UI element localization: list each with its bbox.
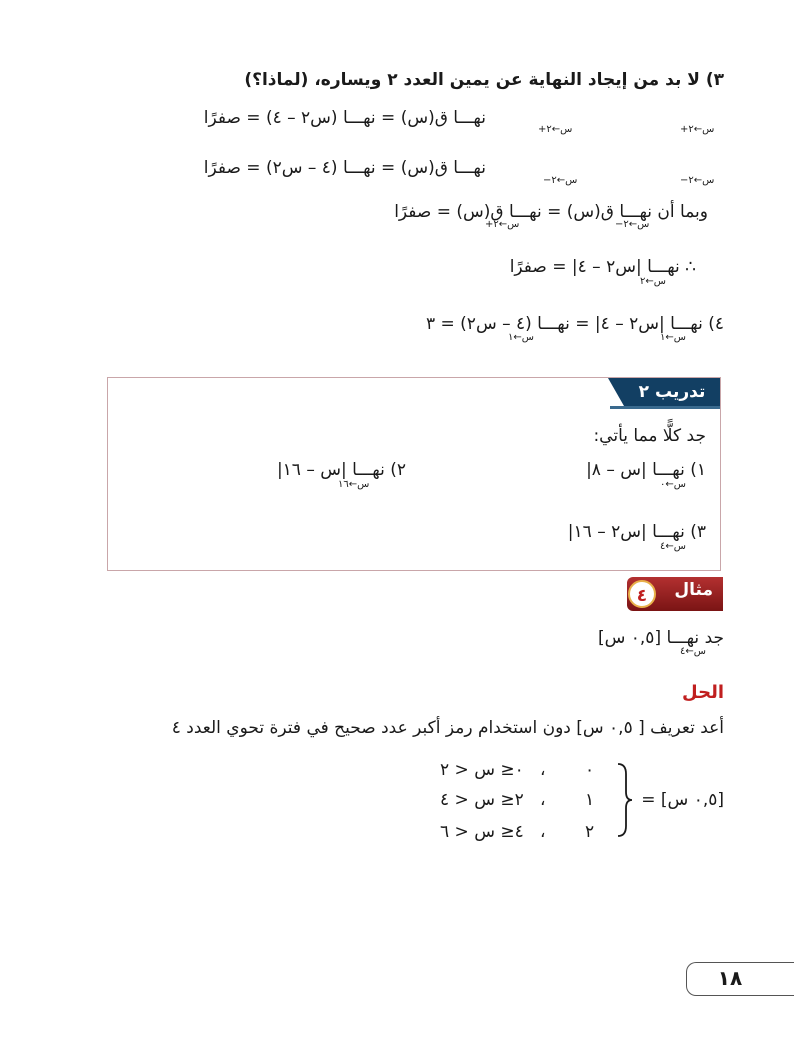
right-limit-eq: نهـــا ق(س) = نهـــا (س٢ – ٤) = صفرًا [203, 108, 486, 128]
case2-value: ١ [585, 790, 595, 810]
item4-sub1: س←١ [660, 332, 686, 343]
case2-sep: ، [540, 790, 546, 810]
exercise-q1: ١) نهـــا |س – ٨| [586, 460, 706, 480]
left-limit-sub2: س←٢− [543, 175, 578, 186]
item3-heading: ٣) لا بد من إيجاد النهاية عن يمين العدد ٢ ويساره، (لماذا؟) [244, 70, 724, 90]
example-label: مثال [674, 580, 713, 600]
case1-value: ٠ [585, 760, 595, 780]
solution-intro: أعد تعريف [ ٠,٥ س] دون استخدام رمز أكبر عدد صحيح في فترة تحوي العدد ٤ [171, 718, 724, 738]
case1-condition: ٠≤ س < ٢ [440, 760, 524, 780]
case3-condition: ٤≤ س < ٦ [440, 822, 524, 842]
exercise-tab: تدريب ٢ [624, 378, 720, 406]
exercise-q3-sub: س←٤ [660, 541, 686, 552]
example-number: ٤ [628, 580, 656, 608]
exercise-q1-sub: س←٠ [660, 479, 686, 490]
case2-condition: ٢≤ س < ٤ [440, 790, 524, 810]
therefore-eq: ∴ نهـــا |س٢ – ٤| = صفرًا [509, 257, 696, 277]
case3-value: ٢ [585, 822, 595, 842]
since-sub2: س←٢+ [485, 219, 520, 230]
solution-heading: الحل [682, 682, 724, 703]
example-question: جد نهـــا [٠,٥ س] [597, 628, 724, 648]
item4-sub2: س←١ [508, 332, 534, 343]
solution-lhs: [٠,٥ س] = [641, 790, 724, 810]
since-eq: وبما أن نهـــا ق(س) = نهـــا ق(س) = صفرًا [394, 202, 708, 222]
exercise-q3: ٣) نهـــا |س٢ – ١٦| [567, 522, 706, 542]
exercise-instruction: جد كلًّا مما يأتي: [593, 426, 706, 446]
case1-sep: ، [540, 760, 546, 780]
item4-eq: ٤) نهـــا |س٢ – ٤| = نهـــا (٤ – س٢) = ٣ [425, 314, 724, 334]
right-limit-sub2: س←٢+ [538, 124, 573, 135]
case3-sep: ، [540, 822, 546, 842]
exercise-tab-underline [610, 406, 720, 409]
left-limit-eq: نهـــا ق(س) = نهـــا (٤ – س٢) = صفرًا [203, 158, 486, 178]
therefore-sub: س←٢ [640, 276, 666, 287]
exercise-tab-tail [608, 378, 624, 406]
exercise-q2-sub: س←١٦ [338, 479, 370, 490]
left-limit-sub1: س←٢− [680, 175, 715, 186]
exercise-q2: ٢) نهـــا |س – ١٦| [276, 460, 406, 480]
right-limit-sub1: س←٢+ [680, 124, 715, 135]
example-question-sub: س←٤ [680, 646, 706, 657]
right-brace-icon [614, 762, 634, 838]
since-sub1: س←٢− [615, 219, 650, 230]
page-number: ١٨ [717, 966, 743, 990]
